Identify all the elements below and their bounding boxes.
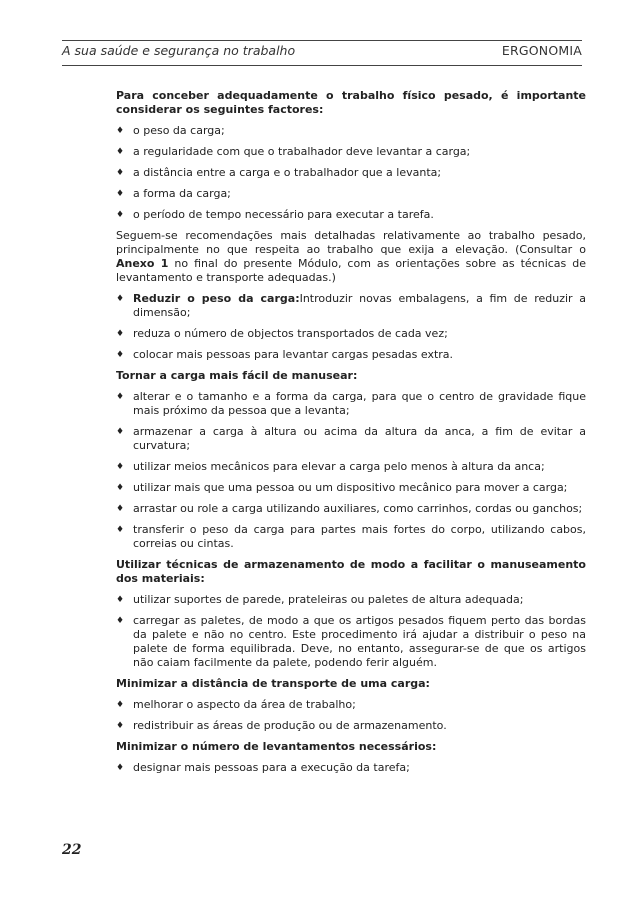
list-item: ♦ designar mais pessoas para a execução da tarefa;	[116, 761, 410, 774]
diamond-bullet-icon: ♦	[116, 168, 125, 178]
diamond-bullet-icon: ♦	[116, 427, 125, 437]
list-item: ♦ utilizar mais que uma pessoa ou um dispositivo mecânico para mover a carga;	[116, 481, 568, 494]
list-item: ♦ arrastar ou role a carga utilizando auxiliares, como carrinhos, cordas ou ganchos;	[116, 502, 583, 515]
diamond-bullet-icon: ♦	[116, 616, 125, 626]
list-item: ♦ colocar mais pessoas para levantar cargas pesadas extra.	[116, 348, 454, 361]
header-rule-top	[62, 40, 582, 41]
diamond-bullet-icon: ♦	[116, 329, 125, 339]
list-item: ♦ alterar e o tamanho e a forma da carga, para que o centro de gravidade fique mais próximo da pessoa que a levanta;	[116, 390, 586, 417]
list-item: ♦ transferir o peso da carga para partes mais fortes do corpo, utilizando cabos, correias ou cintas.	[116, 523, 586, 550]
section-distance	[116, 677, 586, 733]
diamond-bullet-icon: ♦	[116, 350, 125, 360]
list-item: ♦ o período de tempo necessário para executar a tarefa.	[116, 208, 434, 221]
section-storage	[116, 558, 586, 670]
diamond-bullet-icon: ♦	[116, 763, 125, 773]
intro-paragraph: Para conceber adequadamente o trabalho físico pesado, é importante considerar os seguintes factores:	[116, 89, 586, 116]
section-heading: Tornar a carga mais fácil de manusear:	[116, 369, 358, 382]
diamond-bullet-icon: ♦	[116, 525, 125, 535]
page-body	[116, 89, 586, 782]
header-section: ERGONOMIA	[501, 43, 582, 58]
list-item: ♦ a regularidade com que o trabalhador deve levantar a carga;	[116, 145, 471, 158]
section-heading: Minimizar a distância de transporte de uma carga:	[116, 677, 430, 690]
diamond-bullet-icon: ♦	[116, 126, 125, 136]
factors-list	[116, 124, 586, 222]
section-heading: Minimizar o número de levantamentos necessários:	[116, 740, 437, 753]
diamond-bullet-icon: ♦	[116, 595, 125, 605]
section-handling	[116, 369, 586, 551]
list-item: ♦ a distância entre a carga e o trabalhador que a levanta;	[116, 166, 442, 179]
list-item: ♦ a forma da carga;	[116, 187, 231, 200]
list-item: ♦ armazenar a carga à altura ou acima da altura da anca, a fim de evitar a curvatura;	[116, 425, 586, 452]
section-heading: Utilizar técnicas de armazenamento de modo a facilitar o manuseamento dos materiais:	[116, 558, 586, 585]
list-item: ♦ utilizar meios mecânicos para elevar a carga pelo menos à altura da anca;	[116, 460, 545, 473]
running-header	[62, 40, 582, 60]
recommendations-paragraph: Seguem-se recomendações mais detalhadas relativamente ao trabalho pesado, principalmente no que respeita ao trabalho que exija a elevação. (Consultar o Anexo 1 no final do presente Módulo, com as orientações sobre as técnicas de levantamento e transporte adequadas.)	[116, 229, 586, 284]
page-number: 22	[62, 842, 82, 858]
header-title: A sua saúde e segurança no trabalho	[62, 43, 296, 58]
diamond-bullet-icon: ♦	[116, 483, 125, 493]
diamond-bullet-icon: ♦	[116, 504, 125, 514]
list-item: ♦ carregar as paletes, de modo a que os artigos pesados fiquem perto das bordas da palete e não no centro. Este procedimento irá ajudar a distribuir o peso na palete de forma equilibrada. Deve, no entanto, assegurar-se de que os artigos não caiam facilmente da palete, podendo ferir alguém.	[116, 614, 586, 669]
diamond-bullet-icon: ♦	[116, 462, 125, 472]
list-item: ♦ redistribuir as áreas de produção ou de armazenamento.	[116, 719, 447, 732]
reduce-list	[116, 292, 586, 362]
diamond-bullet-icon: ♦	[116, 294, 125, 304]
annex-reference: Anexo 1	[116, 257, 169, 270]
diamond-bullet-icon: ♦	[116, 147, 125, 157]
header-rule-bottom	[62, 65, 582, 66]
section-lifts	[116, 740, 586, 775]
list-item: ♦ melhorar o aspecto da área de trabalho;	[116, 698, 356, 711]
list-item: ♦ Reduzir o peso da carga:Introduzir novas embalagens, a fim de reduzir a dimensão;	[116, 292, 586, 319]
list-item: ♦ o peso da carga;	[116, 124, 225, 137]
diamond-bullet-icon: ♦	[116, 700, 125, 710]
diamond-bullet-icon: ♦	[116, 392, 125, 402]
diamond-bullet-icon: ♦	[116, 721, 125, 731]
list-item: ♦ utilizar suportes de parede, prateleiras ou paletes de altura adequada;	[116, 593, 524, 606]
diamond-bullet-icon: ♦	[116, 210, 125, 220]
diamond-bullet-icon: ♦	[116, 189, 125, 199]
list-item: ♦ reduza o número de objectos transportados de cada vez;	[116, 327, 448, 340]
